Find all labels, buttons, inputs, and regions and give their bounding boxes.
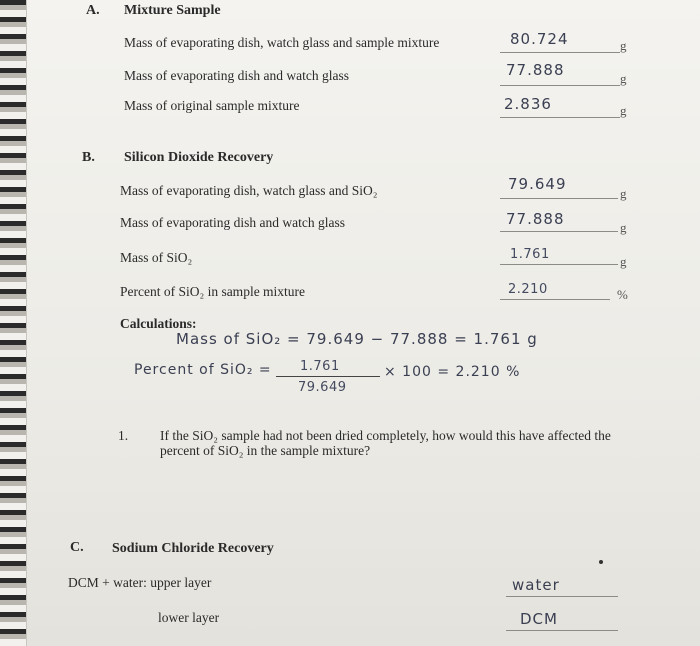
section-c-title: Sodium Chloride Recovery	[112, 541, 274, 556]
calculations-label: Calculations:	[120, 316, 197, 331]
section-a-row3-line	[500, 117, 620, 118]
section-a-title: Mixture Sample	[124, 3, 221, 18]
section-b-row2-unit: g	[620, 220, 627, 235]
section-c-row2-line	[506, 630, 618, 631]
section-a-row3-unit: g	[620, 103, 627, 118]
section-b-row3-value: 1.761	[510, 247, 550, 262]
section-b-row4-value: 2.210	[508, 282, 548, 297]
section-b-row2-value: 77.888	[506, 210, 565, 228]
section-b-row4-label: Percent of SiO₂ in sample mixture	[120, 284, 306, 299]
section-b-row3-label: Mass of SiO₂	[120, 250, 193, 265]
section-b-row1-value: 79.649	[508, 175, 567, 193]
section-a-letter: A.	[86, 3, 100, 18]
section-a-row3-value: 2.836	[504, 95, 552, 113]
section-b-row2-label: Mass of evaporating dish and watch glass	[120, 215, 345, 230]
section-b-row3-line	[500, 264, 618, 265]
section-b-row1-unit: g	[620, 186, 627, 201]
section-a-row3-label: Mass of original sample mixture	[124, 98, 300, 113]
section-b-row3-unit: g	[620, 254, 627, 269]
section-b-row1-line	[500, 198, 618, 199]
section-b-letter: B.	[82, 150, 95, 165]
section-b-title: Silicon Dioxide Recovery	[124, 150, 274, 165]
section-a-row1-value: 80.724	[510, 30, 569, 48]
section-b-row4-unit: %	[617, 287, 628, 302]
calc-percent-prefix: Percent of SiO₂ =	[134, 362, 272, 378]
section-a-row1-line	[500, 52, 620, 53]
section-a-row1-unit: g	[620, 38, 627, 53]
section-b-row4-line	[500, 299, 610, 300]
section-a-row1-label: Mass of evaporating dish, watch glass and sample mixture	[124, 35, 440, 50]
calc-fraction-bar	[276, 376, 380, 377]
section-c-row1-value: water	[512, 576, 560, 594]
question-line-1: If the SiO₂ sample had not been dried completely, how would this have affected the	[160, 428, 611, 443]
calc-mass-line: Mass of SiO₂ = 79.649 − 77.888 = 1.761 g	[176, 330, 538, 348]
section-c-letter: C.	[70, 540, 84, 555]
calc-denominator: 79.649	[298, 380, 347, 395]
section-a-row2-value: 77.888	[506, 61, 565, 79]
ink-dot	[599, 560, 603, 564]
question-line-2: percent of SiO₂ in the sample mixture?	[160, 443, 371, 458]
section-c-row1-label: DCM + water: upper layer	[68, 575, 212, 590]
notebook-spiral-binding	[0, 0, 27, 646]
section-c-row2-label: lower layer	[158, 610, 220, 625]
section-c-row2-value: DCM	[520, 610, 558, 628]
calc-numerator: 1.761	[300, 359, 340, 374]
section-c-row1-line	[506, 596, 618, 597]
calc-percent-result: × 100 = 2.210 %	[384, 364, 521, 380]
section-a-row2-label: Mass of evaporating dish and watch glass	[124, 68, 349, 83]
question-number: 1.	[118, 428, 129, 443]
section-a-row2-line	[500, 85, 620, 86]
section-a-row2-unit: g	[620, 71, 627, 86]
section-b-row1-label: Mass of evaporating dish, watch glass and SiO₂	[120, 183, 378, 198]
section-b-row2-line	[500, 231, 618, 232]
